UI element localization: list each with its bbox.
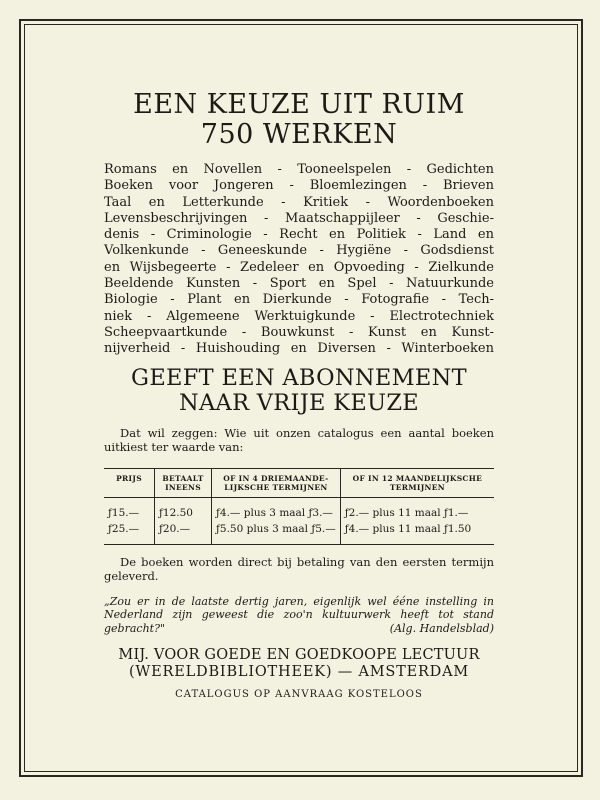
table-cell: ƒ2.— plus 11 maal ƒ1.— bbox=[340, 497, 494, 521]
subheading bbox=[104, 366, 494, 416]
delivery-note: De boeken worden direct bij betaling van den eersten termijn geleverd. bbox=[104, 554, 494, 583]
category-line: en Wijsbegeerte - Zedeleer en Opvoeding - Zielkunde bbox=[104, 259, 494, 275]
main-heading-line-2: 750 WERKEN bbox=[200, 119, 398, 150]
table-cell: ƒ15.— bbox=[108, 506, 140, 519]
catalog-note: CATALOGUS OP AANVRAAG KOSTELOOS bbox=[175, 688, 423, 700]
category-line: nijverheid - Huishouding en Diversen - Winterboeken bbox=[104, 341, 494, 357]
category-line: Levensbeschrijvingen - Maatschappijleer - Geschie- bbox=[104, 210, 494, 226]
price-table bbox=[104, 468, 494, 545]
press-quote: „Zou er in de laatste dertig jaren, eigenlijk wel ééne instelling in Nederland zijn geweest die zoo'n kultuurwerk heeft tot stand gebracht?" bbox=[104, 594, 494, 635]
publisher-location: (WERELDBIBLIOTHEEK) — AMSTERDAM bbox=[128, 663, 470, 680]
column-header-lump-sum: BETAALT INEENS bbox=[155, 468, 212, 497]
column-header-price: PRIJS bbox=[104, 468, 155, 497]
table-header-row bbox=[104, 468, 494, 497]
category-line: Beeldende Kunsten - Sport en Spel - Natuurkunde bbox=[104, 276, 494, 292]
table-cell: ƒ20.— bbox=[155, 521, 212, 545]
table-cell: ƒ12.50 bbox=[155, 497, 212, 521]
intro-text: Dat wil zeggen: Wie uit onzen catalogus een aantal boeken uitkiest ter waarde van: bbox=[104, 425, 494, 454]
category-line: Scheepvaartkunde - Bouwkunst - Kunst en Kunst- bbox=[104, 324, 494, 340]
table-cell: ƒ4.— plus 11 maal ƒ1.50 bbox=[340, 521, 494, 545]
main-heading-line-1: EEN KEUZE UIT RUIM bbox=[133, 89, 465, 120]
quote-source: (Alg. Handelsblad) bbox=[389, 621, 494, 635]
category-line: Taal en Letterkunde - Kritiek - Woordenboeken bbox=[104, 194, 494, 210]
category-line: Romans en Novellen - Tooneelspelen - Gedichten bbox=[104, 162, 494, 177]
publisher-name: MIJ. VOOR GOEDE EN GOEDKOOPE LECTUUR bbox=[118, 646, 480, 663]
category-list bbox=[104, 162, 494, 358]
subheading-line-1: GEEFT EEN ABONNEMENT bbox=[131, 364, 467, 391]
table-row bbox=[104, 497, 494, 521]
column-header-quarterly: OF IN 4 DRIEMAANDE-LIJKSCHE TERMIJNEN bbox=[212, 468, 341, 497]
table-cell: ƒ25.— bbox=[108, 522, 140, 535]
category-line: niek - Algemeene Werktuigkunde - Electrotechniek bbox=[104, 308, 494, 324]
category-line: Boeken voor Jongeren - Bloemlezingen - Brieven bbox=[104, 178, 494, 194]
subheading-line-2: NAAR VRIJE KEUZE bbox=[178, 389, 419, 416]
table-cell: ƒ5.50 plus 3 maal ƒ5.— bbox=[212, 521, 341, 545]
category-line: Volkenkunde - Geneeskunde - Hygiëne - Godsdienst bbox=[104, 243, 494, 259]
main-heading bbox=[104, 90, 494, 150]
category-line: denis - Criminologie - Recht en Politiek - Land en bbox=[104, 227, 494, 243]
table-row bbox=[104, 521, 494, 545]
table-cell: ƒ4.— plus 3 maal ƒ3.— bbox=[212, 497, 341, 521]
ad-content bbox=[104, 90, 494, 700]
category-line: Biologie - Plant en Dierkunde - Fotografie - Tech- bbox=[104, 292, 494, 308]
column-header-monthly: OF IN 12 MAANDELIJKSCHE TERMIJNEN bbox=[340, 468, 494, 497]
